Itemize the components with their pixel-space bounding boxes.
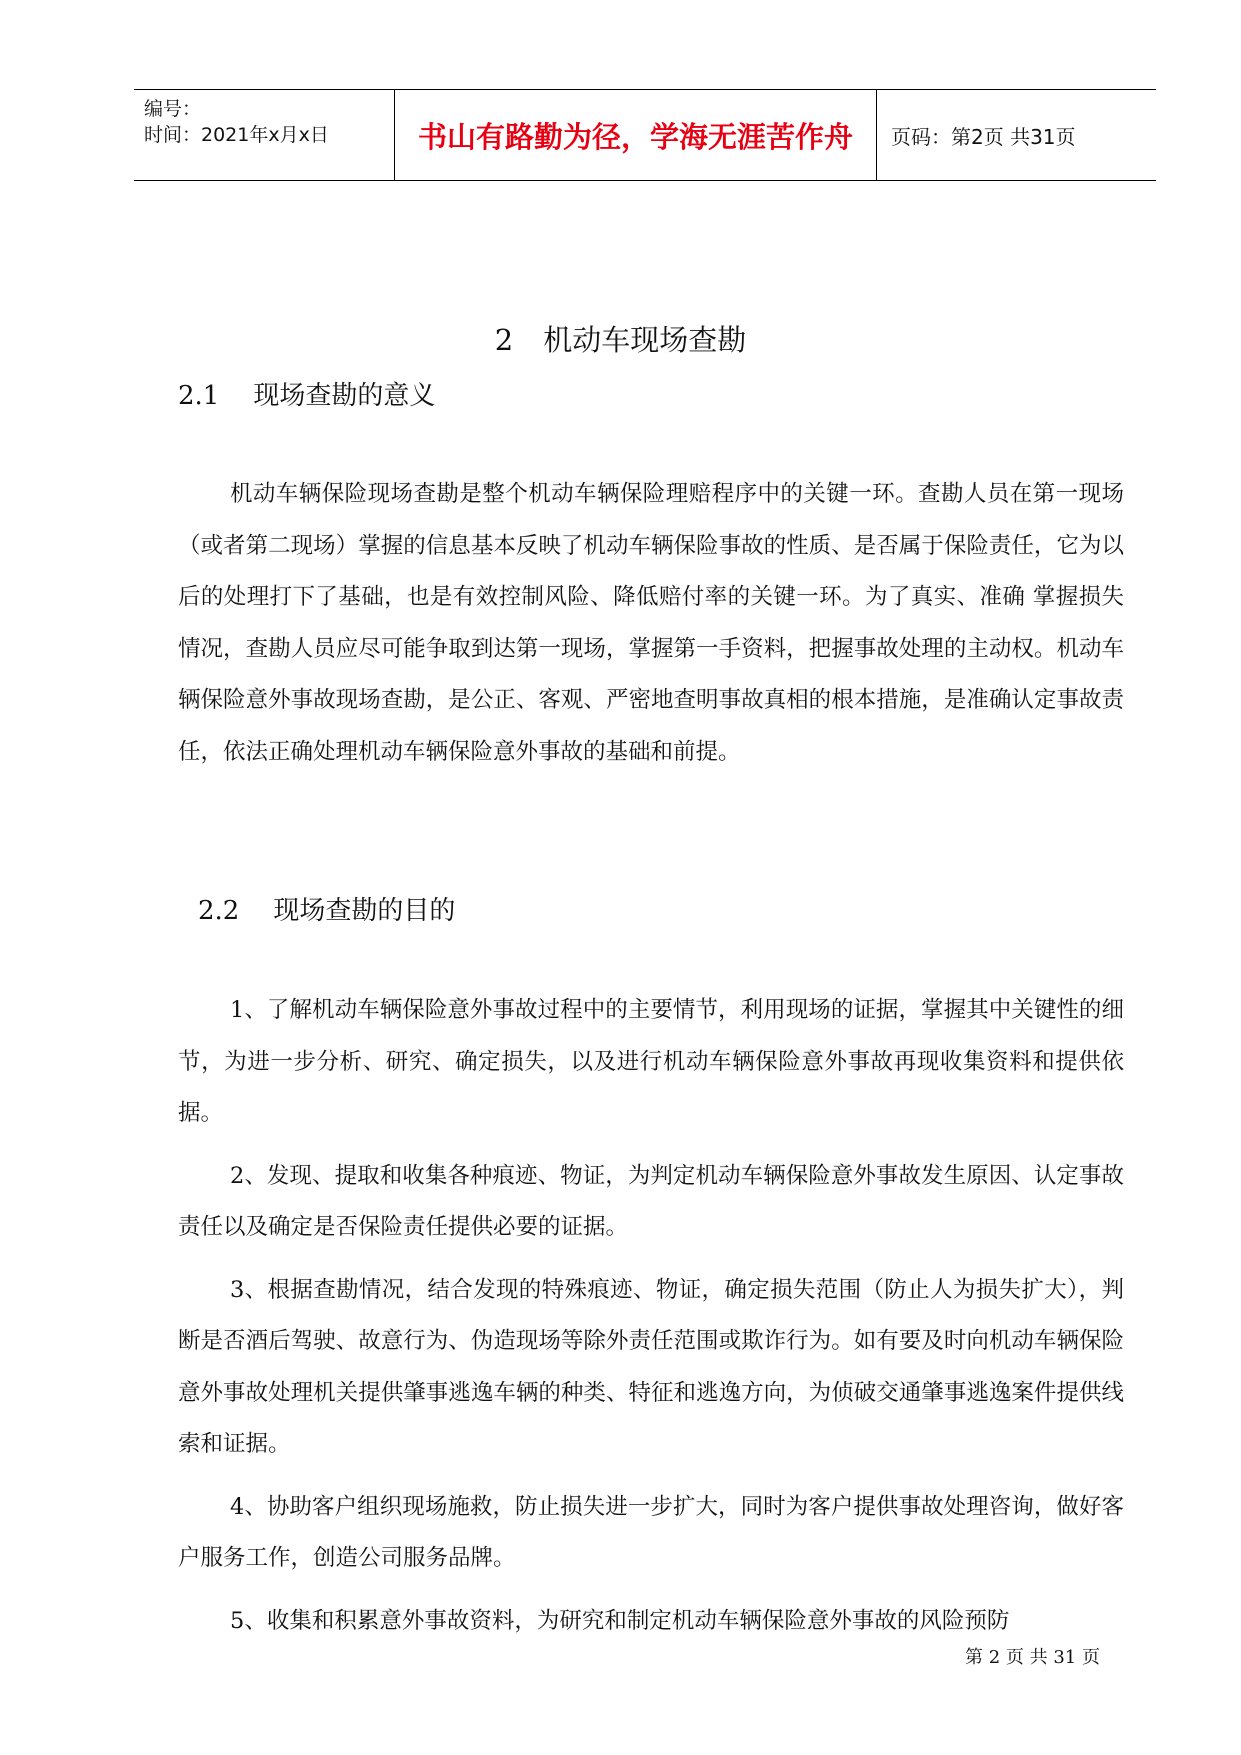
section-title: 现场查勘的意义 [253, 381, 436, 411]
header-motto-cell [394, 90, 877, 180]
list-item: 2、发现、提取和收集各种痕迹、物证，为判定机动车辆保险意外事故发生原因、认定事故责任以及确定是否保险责任提供必要的证据。 [178, 1162, 1124, 1240]
chapter-heading [0, 318, 1241, 359]
section-title: 现场查勘的目的 [273, 896, 456, 926]
section-heading-2-2 [198, 890, 455, 927]
section-heading-2-1 [178, 375, 435, 412]
list-item: 3、根据查勘情况，结合发现的特殊痕迹、物证，确定损失范围（防止人为损失扩大），判断是否酒后驾驶、故意行为、伪造现场等除外责任范围或欺诈行为。如有要及时向机动车辆保险意外事故处理机关提供肇事逃逸车辆的种类、特征和逃逸方向，为侦破交通肇事逃逸案件提供线索和证据。 [178, 1276, 1124, 1457]
list-item: 5、收集和积累意外事故资料，为研究和制定机动车辆保险意外事故的风险预防 [230, 1607, 1010, 1634]
header-page-code: 页码：第2页 共31页 [891, 124, 1076, 149]
section-2-1-paragraph: 机动车辆保险现场查勘是整个机动车辆保险理赔程序中的关键一环。查勘人员在第一现场（或者第二现场）掌握的信息基本反映了机动车辆保险事故的性质、是否属于保险责任，它为以后的处理打下了基础，也是有效控制风险、降低赔付率的关键一环。为了真实、准确 掌握损失情况，查勘人员应尽可能争取到达第一现场，掌握第一手资料，把握事故处理的主动权。机动车辆保险意外事故现场查勘，是公正、客观、严密地查明事故真相的根本措施，是准确认定事故责任，依法正确处理机动车辆保险意外事故的基础和前提。 [178, 481, 1124, 765]
section-2-2-list [178, 985, 1124, 1658]
document-time-label: 时间：2021年x月x日 [144, 124, 329, 146]
chapter-title: 机动车现场查勘 [543, 323, 747, 357]
section-number: 2.1 [178, 381, 220, 411]
section-number: 2.2 [198, 896, 240, 926]
header-page-cell [877, 90, 1156, 180]
header-motto: 书山有路勤为径，学海无涯苦作舟 [417, 119, 853, 154]
page-footer-number: 第 2 页 共 31 页 [965, 1647, 1100, 1668]
list-item: 4、协助客户组织现场施救，防止损失进一步扩大，同时为客户提供事故处理咨询，做好客户服务工作，创造公司服务品牌。 [178, 1493, 1124, 1571]
chapter-number: 2 [494, 323, 514, 357]
list-item: 1、了解机动车辆保险意外事故过程中的主要情节，利用现场的证据，掌握其中关键性的细节，为进一步分析、研究、确定损失，以及进行机动车辆保险意外事故再现收集资料和提供依据。 [178, 997, 1124, 1126]
header-meta-cell [134, 90, 394, 180]
page-header [134, 89, 1156, 181]
document-number-label: 编号： [144, 98, 202, 120]
